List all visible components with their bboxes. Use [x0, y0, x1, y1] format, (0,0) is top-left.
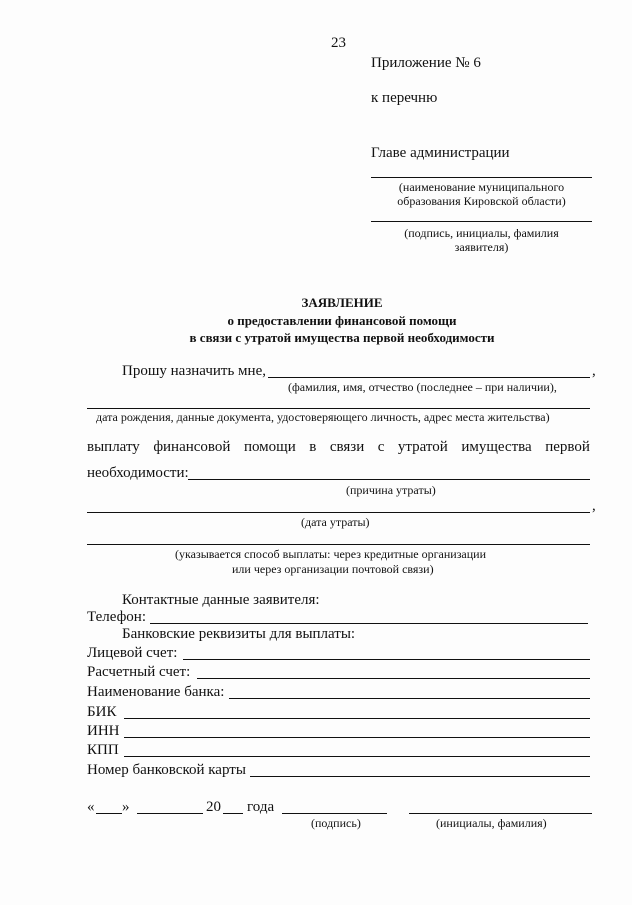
inn-label: ИНН — [87, 723, 120, 739]
comma: , — [592, 363, 596, 379]
list-reference: к перечню — [371, 90, 438, 106]
phone-label: Телефон: — [87, 609, 146, 625]
year-line[interactable] — [223, 813, 243, 814]
necessity-label: необходимости: — [87, 465, 189, 481]
kpp-line[interactable] — [124, 756, 590, 757]
signature-hint: (подпись) — [311, 816, 361, 830]
page-number: 23 — [331, 35, 346, 51]
date-hint: (дата утраты) — [301, 515, 370, 529]
applicant-hint-2: заявителя) — [454, 240, 509, 254]
initials-hint: (инициалы, фамилия) — [436, 816, 547, 830]
fio-line[interactable] — [268, 377, 590, 378]
year-prefix: 20 — [206, 799, 221, 815]
year-suffix: года — [247, 799, 275, 815]
bik-line[interactable] — [124, 718, 590, 719]
payment-word: утратой — [397, 439, 448, 455]
municipality-hint-2: образования Кировской области) — [397, 194, 566, 208]
personal-account-line[interactable] — [183, 659, 590, 660]
fio-hint: (фамилия, имя, отчество (последнее – при наличии), — [288, 380, 557, 394]
phone-line[interactable] — [150, 623, 588, 624]
payment-word: с — [377, 439, 385, 455]
initials-line[interactable] — [409, 813, 592, 814]
payment-line — [87, 439, 590, 456]
reason-line[interactable] — [188, 479, 590, 480]
reason-hint: (причина утраты) — [346, 483, 436, 497]
appendix-label: Приложение № 6 — [371, 55, 481, 71]
applicant-hint: (подпись, инициалы, фамилия — [404, 226, 559, 240]
kpp-label: КПП — [87, 742, 119, 758]
day-line[interactable] — [96, 813, 122, 814]
payment-word: финансовой — [153, 439, 231, 455]
inn-line[interactable] — [124, 737, 590, 738]
settlement-account-line[interactable] — [197, 678, 590, 679]
payment-word: выплату — [87, 439, 140, 455]
payment-word: имущества — [461, 439, 532, 455]
contacts-heading: Контактные данные заявителя: — [122, 592, 320, 608]
method-hint-2: или через организации почтовой связи) — [232, 562, 434, 576]
municipality-hint: (наименование муниципального — [398, 180, 565, 194]
title-subtitle-2: в связи с утратой имущества первой необходимости — [189, 330, 495, 345]
bank-heading: Банковские реквизиты для выплаты: — [122, 626, 356, 642]
quote-close: » — [122, 799, 130, 815]
bank-name-label: Наименование банка: — [87, 684, 225, 700]
date-line[interactable] — [87, 512, 590, 513]
applicant-line[interactable] — [371, 221, 592, 222]
document-title: ЗАЯВЛЕНИЕ — [301, 295, 383, 310]
quote-open: « — [87, 799, 95, 815]
card-number-label: Номер банковской карты — [87, 762, 246, 778]
settlement-account-label: Расчетный счет: — [87, 664, 191, 680]
bik-label: БИК — [87, 704, 117, 720]
details-line[interactable] — [87, 408, 590, 409]
payment-word: первой — [545, 439, 590, 455]
payment-word: в — [309, 439, 317, 455]
personal-account-label: Лицевой счет: — [87, 645, 178, 661]
bank-name-line[interactable] — [229, 698, 590, 699]
method-line[interactable] — [87, 544, 590, 545]
payment-word: связи — [329, 439, 365, 455]
card-number-line[interactable] — [250, 776, 590, 777]
signature-line[interactable] — [282, 813, 387, 814]
municipality-line[interactable] — [371, 177, 592, 178]
comma-2: , — [592, 498, 596, 514]
month-line[interactable] — [137, 813, 203, 814]
details-hint: дата рождения, данные документа, удостоверяющего личность, адрес места жительства) — [96, 410, 550, 424]
request-text: Прошу назначить мне, — [122, 363, 266, 379]
method-hint: (указывается способ выплаты: через кредитные организации — [175, 547, 487, 561]
payment-word: помощи — [243, 439, 296, 455]
title-subtitle-1: о предоставлении финансовой помощи — [227, 313, 457, 328]
addressee: Главе администрации — [371, 145, 510, 161]
